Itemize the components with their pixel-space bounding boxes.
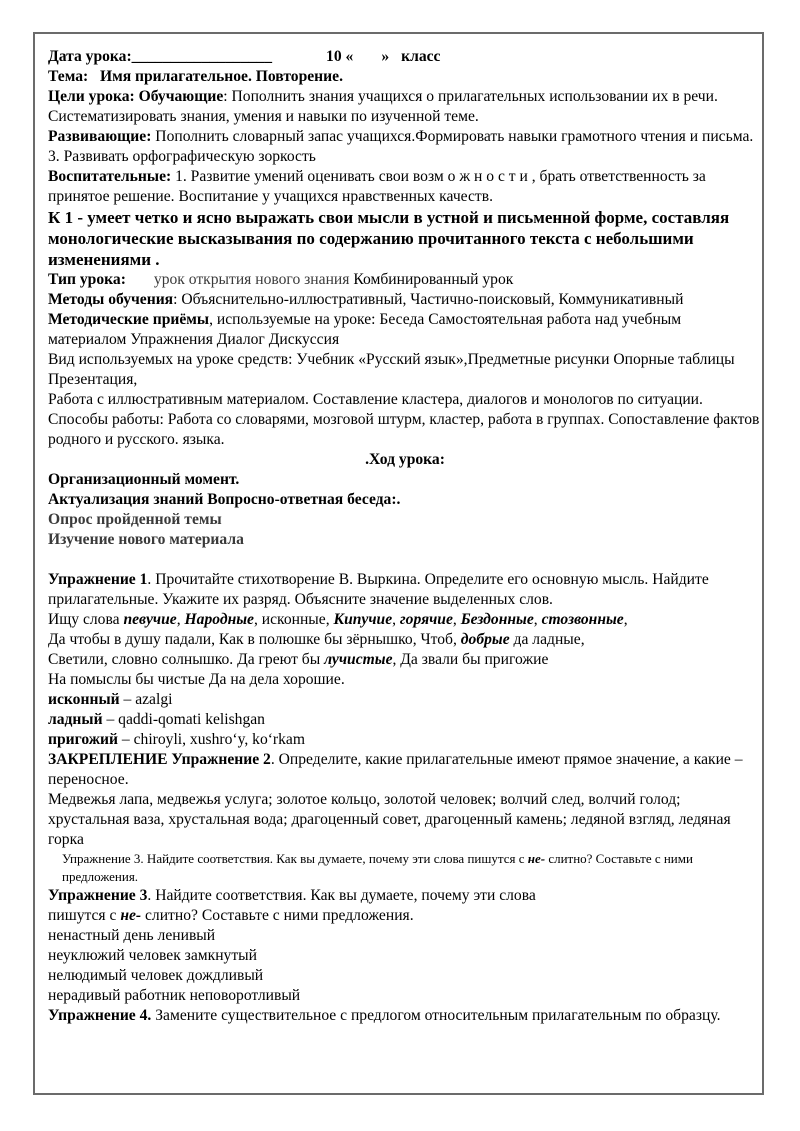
educational-label: Воспитательные: [48, 168, 172, 185]
gloss-prigozhy: пригожий – chiroyli, xushro‘y, ko‘rkam [48, 731, 305, 748]
methods-text: : Объяснительно-иллюстративный, Частично-поисковый, Коммуникативный [173, 291, 684, 308]
methods-paragraph [48, 290, 762, 310]
techniques-label: Методические приёмы [48, 311, 210, 328]
list-item: нелюдимый человек дождливый [48, 967, 264, 984]
competence-statement: К 1 - умеет четко и ясно выражать свои мысли в устной и письменной форме, составляя монологические высказывания по содержанию прочитанного текста с небольшими изменениями . [48, 208, 730, 269]
course-title: .Ход урока: [365, 451, 445, 468]
techniques-text: , используемые на уроке: Беседа Самостоятельная работа над учебным материалом Упражнения Диалог Дискуссия [48, 311, 682, 348]
exercise-2-phrases: Медвежья лапа, медвежья услуга; золотое кольцо, золотой человек; волчий след, волчий голод; хрустальная ваза, хрустальная вода; драгоценный совет, драгоценный камень; ледяной взгляд, ледяная горка [48, 791, 731, 848]
stage-survey: Опрос пройденной темы [48, 511, 222, 528]
topic-value: Имя прилагательное. Повторение. [99, 68, 343, 85]
class-number: 10 « [326, 48, 354, 65]
exercise-3-label: Упражнение 3 [48, 887, 148, 904]
class-word: класс [401, 48, 441, 65]
list-item: ненастный день ленивый [48, 927, 216, 944]
exercise-4-task: Упражнение 4. Замените существительное с предлогом относительным прилагательным по образцу. [48, 1007, 721, 1024]
lesson-type-label: Тип урока: [48, 271, 126, 288]
work-ways-paragraph: Способы работы: Работа со словарями, мозговой штурм, кластер, работа в группах. Сопоставление фактов родного и русского. языка. [48, 411, 760, 448]
topic-line [48, 67, 762, 87]
stage-new: Изучение нового материала [48, 531, 244, 548]
exercise-4-label: Упражнение 4. [48, 1007, 152, 1024]
educational-text: 1. Развитие умений оценивать свои возм о ж н о с т и , брать ответственность за принятое решение. Воспитание у учащихся нравственных качеств. [48, 168, 706, 205]
poem-line-2: Да чтобы в душу падали, Как в полюшке бы зёрнышко, Чтоб, добрые да ладные, [48, 631, 585, 648]
stage-actual: Актуализация знаний Вопросно-ответная беседа:. [48, 491, 401, 508]
poem-line-4: На помыслы бы чистые Да на дела хорошие. [48, 671, 345, 688]
exercise-1-label: Упражнение 1 [48, 571, 148, 588]
poem-line-1: Ищу слова певучие, Народные, исконные, Кипучие, горячие, Бездонные, стозвонные, [48, 611, 628, 628]
means-paragraph: Вид используемых на уроке средств: Учебник «Русский язык»,Предметные рисунки Опорные таблицы Презентация, [48, 351, 735, 388]
goals-label: Цели урока: Обучающие [48, 88, 224, 105]
gloss-ladny: ладный – qaddi-qomati kelishgan [48, 711, 265, 728]
lesson-type-line [48, 270, 762, 290]
list-item: нерадивый работник неповоротливый [48, 987, 301, 1004]
developing-text: Пополнить словарный запас учащихся.Формировать навыки грамотного чтения и письма. 3. Развивать орфографическую зоркость [48, 128, 754, 165]
educational-paragraph [48, 167, 762, 207]
techniques-paragraph [48, 310, 762, 350]
exercise-3-task-line-2: пишутся с не- слитно? Составьте с ними предложения. [48, 907, 414, 924]
stage-org: Организационный момент. [48, 471, 240, 488]
gloss-iskonny: исконный – azalgi [48, 691, 173, 708]
work-illustrative-paragraph: Работа с иллюстративным материалом. Составление кластера, диалогов и монологов по ситуации. [48, 391, 703, 408]
topic-label: Тема: [48, 68, 89, 85]
exercise-3-task: Упражнение 3. Найдите соответствия. Как вы думаете, почему эти слова [48, 887, 536, 904]
goals-paragraph [48, 87, 762, 127]
exercise-2-task: ЗАКРЕПЛЕНИЕ Упражнение 2. Определите, какие прилагательные имеют прямое значение, а какие – переносное. [48, 751, 743, 788]
goals-text: : Пополнить знания учащихся о прилагательных использовании их в речи. Систематизировать знания, умения и навыки по изученной теме. [48, 88, 718, 125]
exercise-1-task: Упражнение 1. Прочитайте стихотворение В. Выркина. Определите его основную мысль. Найдите прилагательные. Укажите их разряд. Объясните значение выделенных слов. [48, 571, 709, 608]
exercise-2-label: ЗАКРЕПЛЕНИЕ Упражнение 2 [48, 751, 271, 768]
exercise-3-small-note: Упражнение 3. Найдите соответствия. Как вы думаете, почему эти слова пишутся с не- слитно? Составьте с ними предложения. [62, 851, 693, 884]
lesson-type-value: Комбинированный урок [349, 271, 514, 288]
developing-label: Развивающие: [48, 128, 152, 145]
list-item: неуклюжий человек замкнутый [48, 947, 257, 964]
lesson-type-grey: урок открытия нового знания [153, 271, 350, 288]
developing-paragraph [48, 127, 762, 167]
lesson-plan-document [48, 47, 762, 1026]
class-bracket: » [381, 48, 390, 65]
methods-label: Методы обучения [48, 291, 174, 308]
lesson-date-label: Дата урока:__________________ [48, 48, 273, 65]
header-line [48, 47, 762, 67]
poem-line-3: Светили, словно солнышко. Да греют бы лучистые, Да звали бы пригожие [48, 651, 549, 668]
